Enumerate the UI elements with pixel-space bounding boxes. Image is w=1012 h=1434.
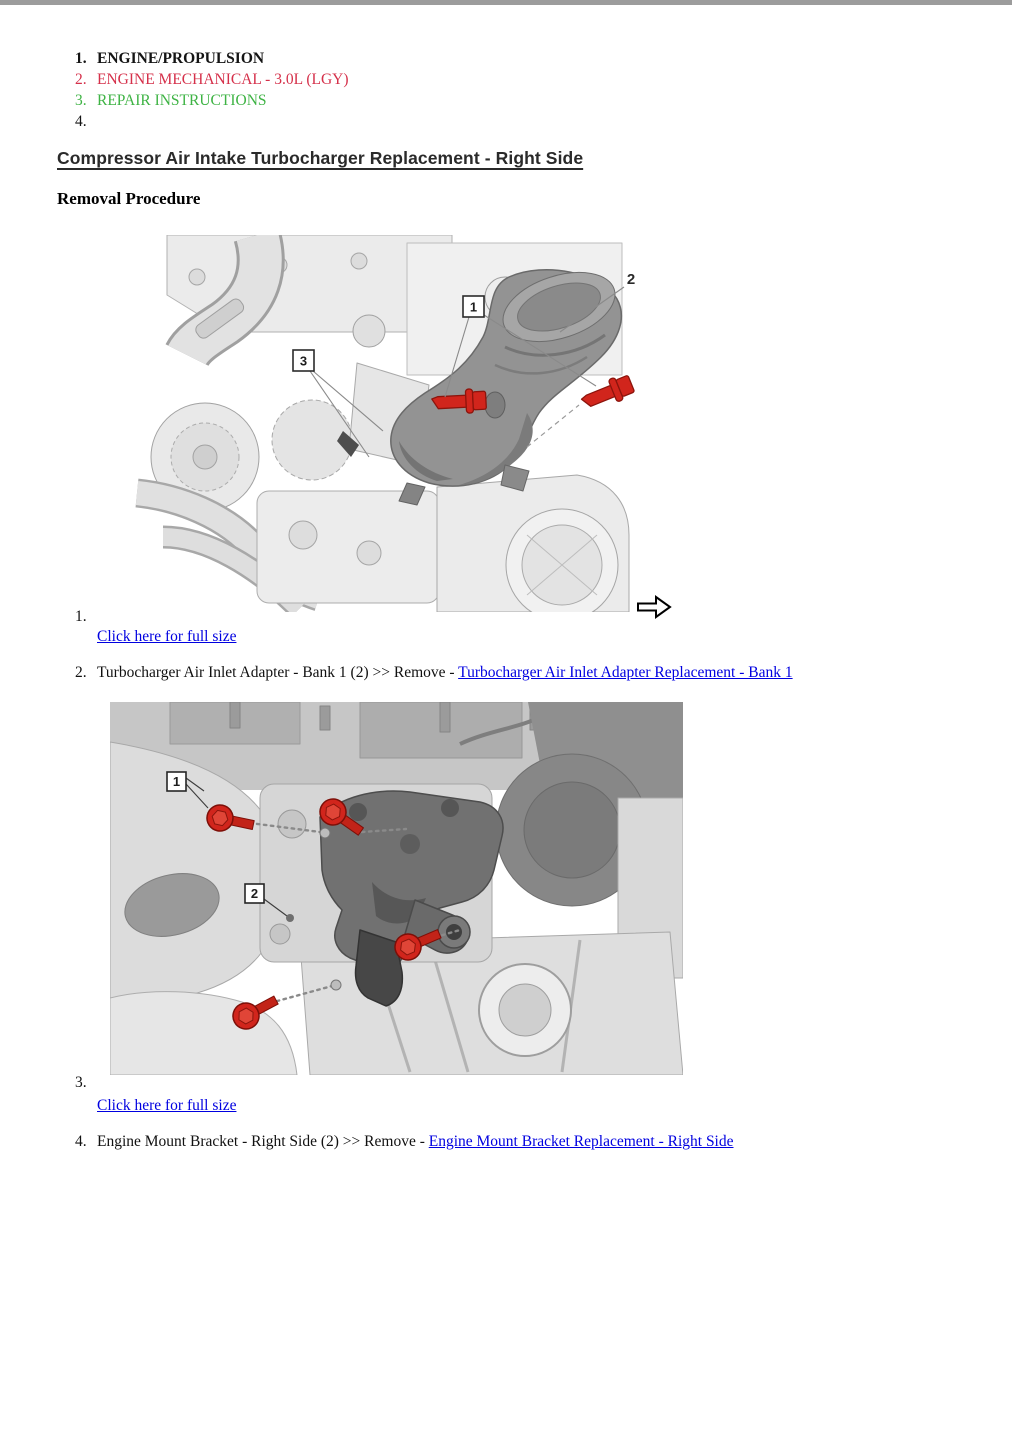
callout-1-label: 1 [469, 299, 478, 315]
full-size-link-1[interactable]: Click here for full size [97, 628, 237, 645]
step-2-number: 2. [75, 664, 87, 681]
callout-2-label: 2 [250, 886, 259, 901]
full-size-link-3[interactable]: Click here for full size [97, 1097, 237, 1114]
breadcrumb-number: 1. [75, 50, 87, 67]
step-4 [75, 1133, 975, 1151]
step-2-text: Turbocharger Air Inlet Adapter - Bank 1 (2) >> Remove - Turbocharger Air Inlet Adapter Replacement - Bank 1 [97, 664, 793, 681]
breadcrumb-item-engine-propulsion[interactable] [75, 48, 349, 69]
turbo-inlet-replacement-link[interactable]: Turbocharger Air Inlet Adapter Replacement - Bank 1 [458, 664, 793, 681]
top-divider [0, 0, 1012, 5]
breadcrumb-label[interactable]: REPAIR INSTRUCTIONS [97, 92, 267, 109]
callout-1-label: 1 [172, 774, 181, 789]
step-4-text: Engine Mount Bracket - Right Side (2) >> Remove - Engine Mount Bracket Replacement - Right Side [97, 1133, 734, 1150]
section-heading: Removal Procedure [57, 189, 201, 208]
breadcrumb-number: 3. [75, 92, 87, 109]
step-3-number: 3. [75, 1074, 87, 1091]
direction-arrow-icon [636, 595, 672, 619]
breadcrumb-label[interactable]: ENGINE/PROPULSION [97, 50, 265, 67]
breadcrumb-number: 4. [75, 113, 87, 130]
page-title: Compressor Air Intake Turbocharger Replacement - Right Side [57, 148, 584, 168]
breadcrumb-item-engine-mechanical[interactable] [75, 69, 349, 90]
figure-turbo-air-inlet-adapter[interactable] [107, 235, 663, 612]
step-2 [75, 664, 975, 682]
step-4-number: 4. [75, 1133, 87, 1150]
breadcrumb-number: 2. [75, 71, 87, 88]
figure-engine-mount-bracket[interactable] [110, 702, 683, 1075]
engine-mount-replacement-link[interactable]: Engine Mount Bracket Replacement - Right Side [428, 1133, 734, 1150]
callout-3-label: 3 [299, 353, 308, 369]
breadcrumb-item-repair-instructions[interactable] [75, 90, 349, 111]
breadcrumb [75, 48, 349, 132]
step-1-number: 1. [75, 608, 87, 625]
breadcrumb-item-4 [75, 111, 349, 132]
breadcrumb-label[interactable]: ENGINE MECHANICAL - 3.0L (LGY) [97, 71, 349, 88]
callout-2-label: 2 [626, 271, 636, 288]
